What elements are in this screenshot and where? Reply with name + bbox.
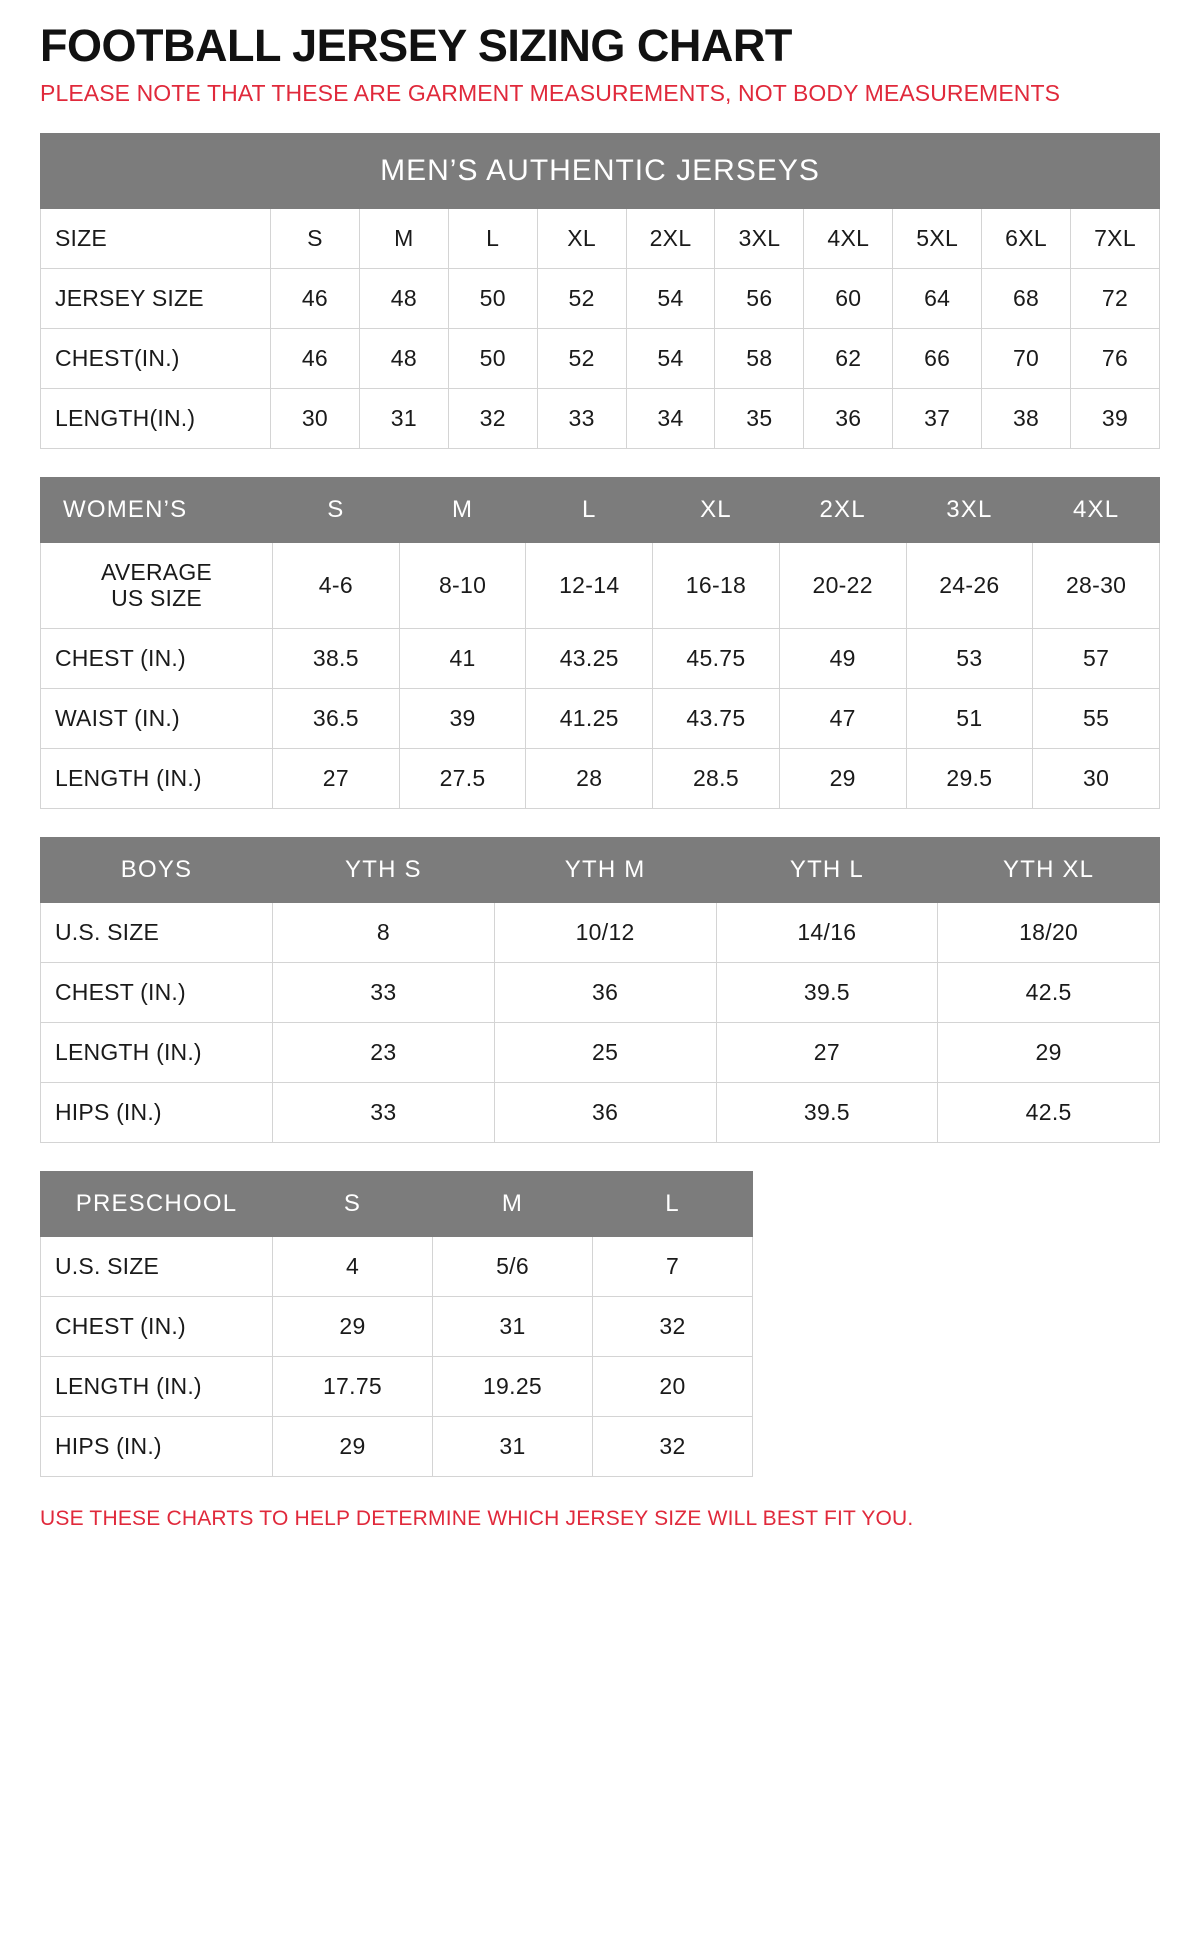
preschool-row-label-hips: HIPS (IN.) bbox=[41, 1416, 273, 1476]
cell: 19.25 bbox=[433, 1356, 593, 1416]
preschool-spacer bbox=[753, 1296, 1160, 1356]
preschool-spacer bbox=[753, 1171, 1160, 1236]
boys-header-row bbox=[41, 837, 1160, 902]
cell: 39.5 bbox=[716, 962, 938, 1022]
mens-size-label: SIZE bbox=[41, 208, 271, 268]
page-subtitle: PLEASE NOTE THAT THESE ARE GARMENT MEASUREMENTS, NOT BODY MEASUREMENTS bbox=[40, 80, 1061, 107]
cell: 20-22 bbox=[779, 542, 906, 628]
preschool-sizing-table bbox=[40, 1171, 1160, 1477]
cell: 36 bbox=[804, 388, 893, 448]
cell: 43.75 bbox=[653, 688, 780, 748]
table-row bbox=[41, 688, 1160, 748]
cell: 39 bbox=[399, 688, 526, 748]
cell: 33 bbox=[273, 962, 495, 1022]
table-row bbox=[41, 628, 1160, 688]
cell: 33 bbox=[273, 1082, 495, 1142]
womens-size-m: M bbox=[399, 477, 526, 542]
cell: 53 bbox=[906, 628, 1033, 688]
boys-size-yth-l: YTH L bbox=[716, 837, 938, 902]
womens-header-row bbox=[41, 477, 1160, 542]
table-row bbox=[41, 1082, 1160, 1142]
womens-table-block bbox=[40, 477, 1160, 809]
womens-avg-label-line1: AVERAGE bbox=[101, 558, 212, 585]
preschool-row-label-chest: CHEST (IN.) bbox=[41, 1296, 273, 1356]
boys-header-label: BOYS bbox=[41, 837, 273, 902]
cell: 28-30 bbox=[1033, 542, 1160, 628]
cell: 4-6 bbox=[273, 542, 400, 628]
cell: 32 bbox=[448, 388, 537, 448]
cell: 30 bbox=[271, 388, 360, 448]
mens-banner-label: MEN’S AUTHENTIC JERSEYS bbox=[41, 133, 1160, 208]
mens-row-label-length: LENGTH(IN.) bbox=[41, 388, 271, 448]
table-row bbox=[41, 1022, 1160, 1082]
cell: 55 bbox=[1033, 688, 1160, 748]
page-title: FOOTBALL JERSEY SIZING CHART bbox=[40, 20, 792, 71]
mens-size-2xl: 2XL bbox=[626, 208, 715, 268]
cell: 24-26 bbox=[906, 542, 1033, 628]
boys-row-label-us-size: U.S. SIZE bbox=[41, 902, 273, 962]
cell: 29 bbox=[273, 1296, 433, 1356]
cell: 29.5 bbox=[906, 748, 1033, 808]
womens-size-xl: XL bbox=[653, 477, 780, 542]
table-row bbox=[41, 748, 1160, 808]
mens-row-label-chest: CHEST(IN.) bbox=[41, 328, 271, 388]
preschool-size-m: M bbox=[433, 1171, 593, 1236]
cell: 48 bbox=[359, 328, 448, 388]
cell: 38.5 bbox=[273, 628, 400, 688]
cell: 46 bbox=[271, 268, 360, 328]
cell: 29 bbox=[938, 1022, 1160, 1082]
cell: 36 bbox=[494, 962, 716, 1022]
cell: 52 bbox=[537, 268, 626, 328]
cell: 37 bbox=[893, 388, 982, 448]
cell: 28 bbox=[526, 748, 653, 808]
cell: 42.5 bbox=[938, 1082, 1160, 1142]
cell: 25 bbox=[494, 1022, 716, 1082]
cell: 39 bbox=[1071, 388, 1160, 448]
boys-size-yth-m: YTH M bbox=[494, 837, 716, 902]
cell: 20 bbox=[593, 1356, 753, 1416]
womens-size-3xl: 3XL bbox=[906, 477, 1033, 542]
cell: 45.75 bbox=[653, 628, 780, 688]
preschool-spacer bbox=[753, 1236, 1160, 1296]
cell: 54 bbox=[626, 328, 715, 388]
womens-row-label-average-us-size bbox=[41, 542, 273, 628]
footer-note: USE THESE CHARTS TO HELP DETERMINE WHICH JERSEY SIZE WILL BEST FIT YOU. bbox=[40, 1506, 914, 1530]
cell: 41.25 bbox=[526, 688, 653, 748]
cell: 36 bbox=[494, 1082, 716, 1142]
cell: 27 bbox=[716, 1022, 938, 1082]
table-row bbox=[41, 1356, 1160, 1416]
cell: 30 bbox=[1033, 748, 1160, 808]
cell: 29 bbox=[273, 1416, 433, 1476]
preschool-header-label: PRESCHOOL bbox=[41, 1171, 273, 1236]
cell: 17.75 bbox=[273, 1356, 433, 1416]
cell: 56 bbox=[715, 268, 804, 328]
mens-size-6xl: 6XL bbox=[982, 208, 1071, 268]
cell: 50 bbox=[448, 268, 537, 328]
cell: 8 bbox=[273, 902, 495, 962]
mens-size-m: M bbox=[359, 208, 448, 268]
mens-size-7xl: 7XL bbox=[1071, 208, 1160, 268]
table-row bbox=[41, 268, 1160, 328]
cell: 34 bbox=[626, 388, 715, 448]
cell: 36.5 bbox=[273, 688, 400, 748]
cell: 50 bbox=[448, 328, 537, 388]
cell: 57 bbox=[1033, 628, 1160, 688]
table-row bbox=[41, 542, 1160, 628]
cell: 32 bbox=[593, 1296, 753, 1356]
mens-size-4xl: 4XL bbox=[804, 208, 893, 268]
preschool-table-block bbox=[40, 1171, 1160, 1477]
table-row bbox=[41, 1296, 1160, 1356]
table-row bbox=[41, 328, 1160, 388]
mens-size-3xl: 3XL bbox=[715, 208, 804, 268]
table-row bbox=[41, 962, 1160, 1022]
boys-sizing-table bbox=[40, 837, 1160, 1143]
womens-size-2xl: 2XL bbox=[779, 477, 906, 542]
boys-row-label-length: LENGTH (IN.) bbox=[41, 1022, 273, 1082]
cell: 43.25 bbox=[526, 628, 653, 688]
cell: 8-10 bbox=[399, 542, 526, 628]
cell: 51 bbox=[906, 688, 1033, 748]
boys-size-yth-xl: YTH XL bbox=[938, 837, 1160, 902]
womens-row-label-waist: WAIST (IN.) bbox=[41, 688, 273, 748]
mens-size-5xl: 5XL bbox=[893, 208, 982, 268]
cell: 66 bbox=[893, 328, 982, 388]
cell: 41 bbox=[399, 628, 526, 688]
cell: 23 bbox=[273, 1022, 495, 1082]
cell: 31 bbox=[433, 1296, 593, 1356]
cell: 31 bbox=[359, 388, 448, 448]
cell: 42.5 bbox=[938, 962, 1160, 1022]
cell: 39.5 bbox=[716, 1082, 938, 1142]
boys-row-label-chest: CHEST (IN.) bbox=[41, 962, 273, 1022]
cell: 38 bbox=[982, 388, 1071, 448]
preschool-spacer bbox=[753, 1416, 1160, 1476]
boys-size-yth-s: YTH S bbox=[273, 837, 495, 902]
preschool-size-s: S bbox=[273, 1171, 433, 1236]
cell: 18/20 bbox=[938, 902, 1160, 962]
mens-sizing-table bbox=[40, 133, 1160, 449]
cell: 7 bbox=[593, 1236, 753, 1296]
cell: 72 bbox=[1071, 268, 1160, 328]
table-row bbox=[41, 388, 1160, 448]
cell: 28.5 bbox=[653, 748, 780, 808]
cell: 31 bbox=[433, 1416, 593, 1476]
cell: 49 bbox=[779, 628, 906, 688]
womens-size-l: L bbox=[526, 477, 653, 542]
boys-row-label-hips: HIPS (IN.) bbox=[41, 1082, 273, 1142]
table-row bbox=[41, 1416, 1160, 1476]
cell: 5/6 bbox=[433, 1236, 593, 1296]
preschool-header-row bbox=[41, 1171, 1160, 1236]
womens-header-label: WOMEN’S bbox=[41, 477, 273, 542]
womens-size-4xl: 4XL bbox=[1033, 477, 1160, 542]
womens-row-label-chest: CHEST (IN.) bbox=[41, 628, 273, 688]
cell: 10/12 bbox=[494, 902, 716, 962]
preschool-row-label-us-size: U.S. SIZE bbox=[41, 1236, 273, 1296]
cell: 16-18 bbox=[653, 542, 780, 628]
preschool-row-label-length: LENGTH (IN.) bbox=[41, 1356, 273, 1416]
cell: 68 bbox=[982, 268, 1071, 328]
table-row bbox=[41, 902, 1160, 962]
preschool-size-l: L bbox=[593, 1171, 753, 1236]
mens-table-block bbox=[40, 133, 1160, 449]
mens-size-header-row bbox=[41, 208, 1160, 268]
mens-banner-row bbox=[41, 133, 1160, 208]
cell: 32 bbox=[593, 1416, 753, 1476]
cell: 27.5 bbox=[399, 748, 526, 808]
boys-table-block bbox=[40, 837, 1160, 1143]
mens-size-l: L bbox=[448, 208, 537, 268]
cell: 52 bbox=[537, 328, 626, 388]
cell: 12-14 bbox=[526, 542, 653, 628]
cell: 76 bbox=[1071, 328, 1160, 388]
preschool-spacer bbox=[753, 1356, 1160, 1416]
cell: 35 bbox=[715, 388, 804, 448]
cell: 60 bbox=[804, 268, 893, 328]
cell: 62 bbox=[804, 328, 893, 388]
cell: 27 bbox=[273, 748, 400, 808]
cell: 46 bbox=[271, 328, 360, 388]
cell: 14/16 bbox=[716, 902, 938, 962]
womens-sizing-table bbox=[40, 477, 1160, 809]
mens-row-label-jersey-size: JERSEY SIZE bbox=[41, 268, 271, 328]
womens-size-s: S bbox=[273, 477, 400, 542]
cell: 58 bbox=[715, 328, 804, 388]
cell: 48 bbox=[359, 268, 448, 328]
mens-size-s: S bbox=[271, 208, 360, 268]
cell: 4 bbox=[273, 1236, 433, 1296]
cell: 29 bbox=[779, 748, 906, 808]
cell: 70 bbox=[982, 328, 1071, 388]
cell: 33 bbox=[537, 388, 626, 448]
cell: 64 bbox=[893, 268, 982, 328]
womens-avg-label-line2: US SIZE bbox=[111, 585, 202, 612]
table-row bbox=[41, 1236, 1160, 1296]
cell: 47 bbox=[779, 688, 906, 748]
cell: 54 bbox=[626, 268, 715, 328]
mens-size-xl: XL bbox=[537, 208, 626, 268]
womens-row-label-length: LENGTH (IN.) bbox=[41, 748, 273, 808]
